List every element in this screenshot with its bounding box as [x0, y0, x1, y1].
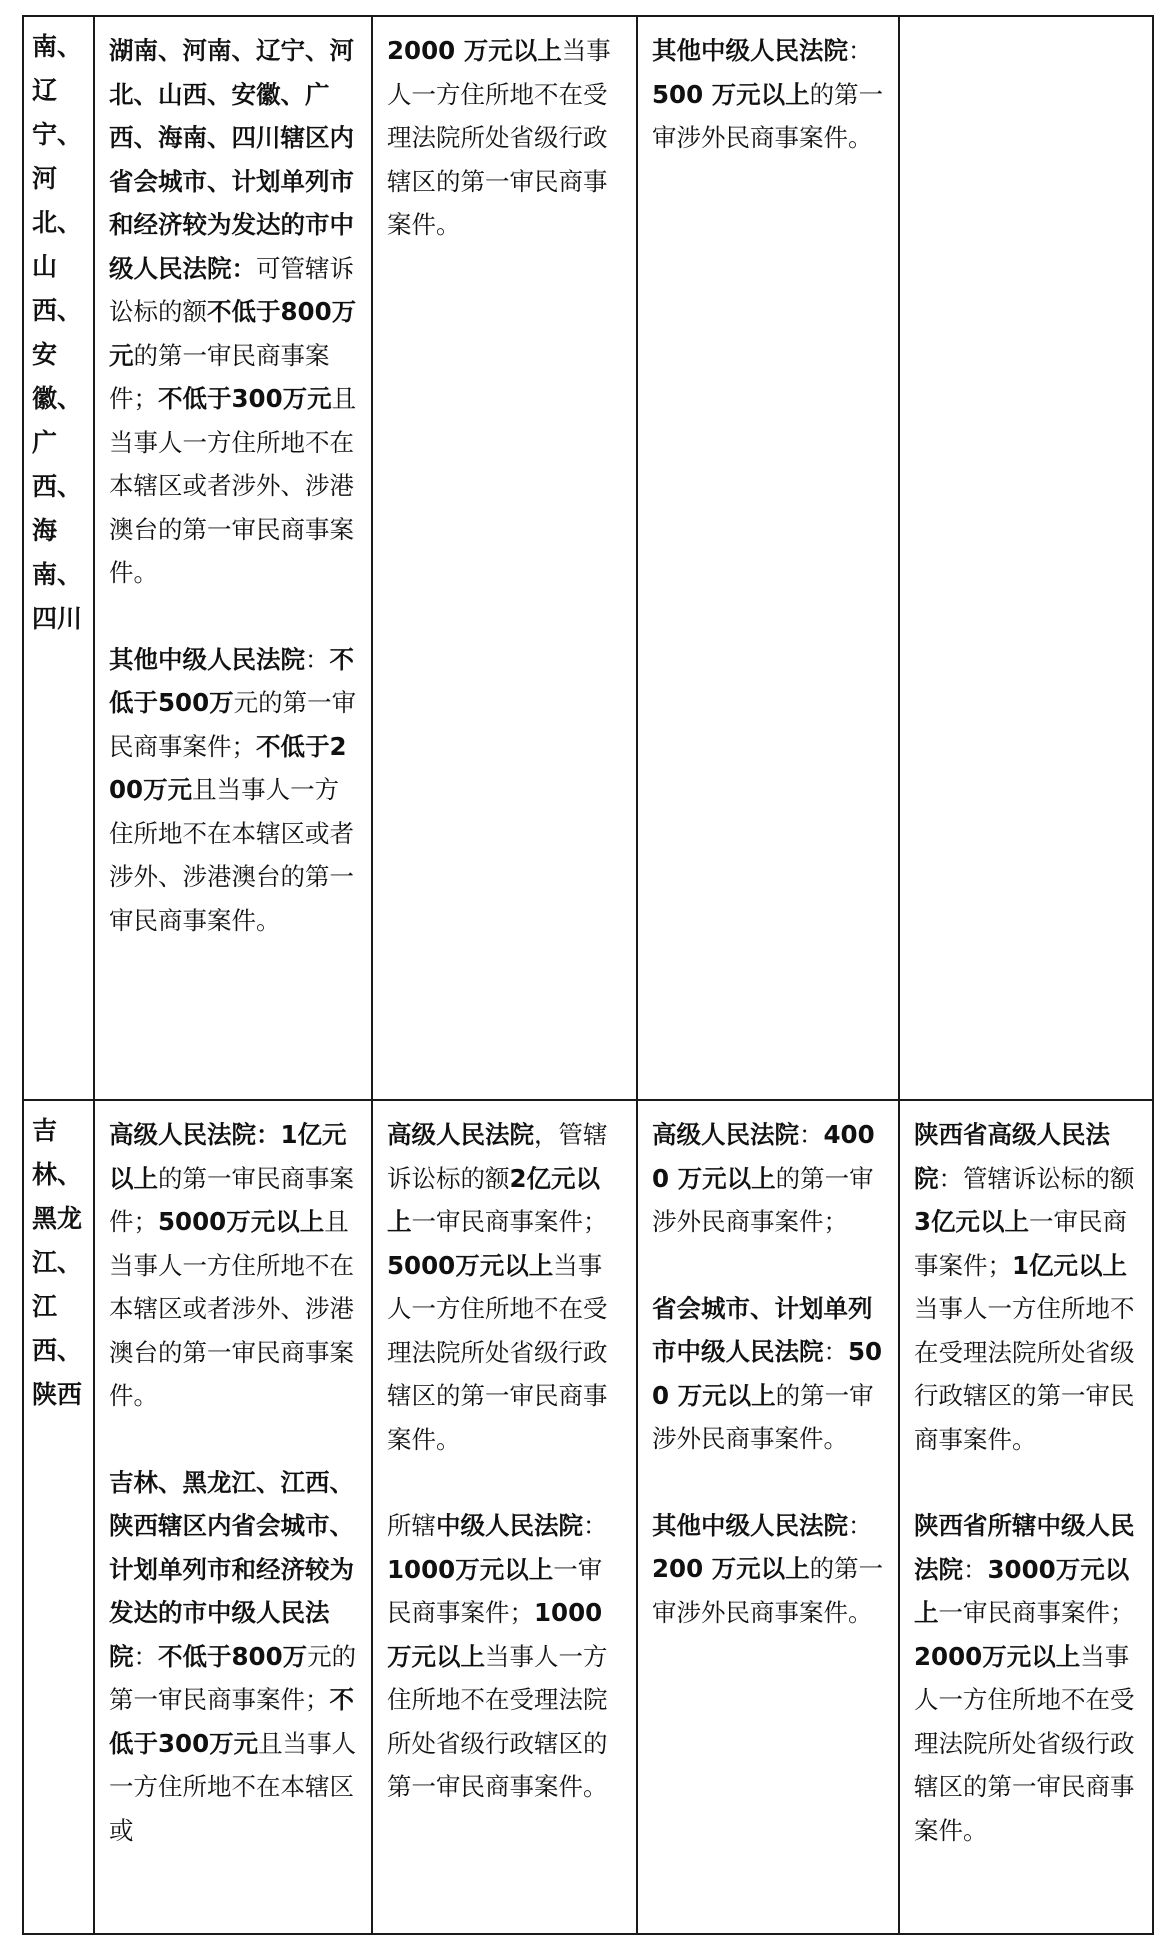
cell-paragraph — [109, 638, 357, 943]
bold-run: 吉林、黑龙江、江西、陕西辖区内省会城市、计划单列市和经济较为发达的市中级人民法院 — [109, 1467, 354, 1671]
cross-province-cell — [372, 1100, 637, 1934]
bold-run: 中级人民法院 — [436, 1511, 583, 1540]
table-row — [23, 16, 1153, 1100]
bold-run: 200 万元以上 — [652, 1554, 810, 1583]
text-run: ： — [848, 36, 873, 65]
bold-run: 1亿元以上 — [109, 1120, 347, 1193]
bold-run: 3亿元以上 — [914, 1207, 1030, 1236]
bold-run: 不低于200万元 — [109, 731, 347, 804]
text-run: 一审民商事案件； — [387, 1554, 603, 1627]
text-run: ： — [133, 1641, 158, 1671]
region-cell: 南、辽宁、河北、山西、安徽、广西、海南、四川 — [23, 16, 94, 1100]
text-run: 一审民商事案件； — [914, 1207, 1128, 1280]
bold-run: 湖南、河南、辽宁、河北、山西、安徽、广西、海南、四川辖区内省会城市、计划单列市和经济较为发达的市中级人民法院： — [109, 36, 354, 283]
table-row — [23, 1100, 1153, 1934]
bold-run: 高级人民法院 — [652, 1120, 799, 1149]
intermediate-court-cell — [94, 1100, 372, 1934]
foreign-case-cell — [637, 16, 899, 1100]
cell-paragraph — [914, 1504, 1138, 1852]
text-run: 管辖诉讼标的额 — [963, 1163, 1135, 1193]
bold-run: 不低于300万元 — [109, 1685, 354, 1758]
bold-run: 1000万元以上 — [387, 1554, 554, 1584]
bold-run: 其他中级人民法院 — [109, 644, 305, 674]
jurisdiction-table — [22, 15, 1154, 1935]
text-run: 当事人一方住所地不在受理法院所处省级行政辖区的第一审民商事案件。 — [387, 1250, 608, 1454]
text-run: 可管辖诉讼标的额 — [109, 253, 354, 326]
text-run: 所辖 — [387, 1511, 436, 1540]
cell-paragraph — [652, 1504, 884, 1635]
bold-run: 陕西省高级人民法院 — [914, 1120, 1110, 1193]
bold-run: 500 万元以上 — [652, 1337, 883, 1410]
text-run: 且当事人一方住所地不在本辖区或者涉外、涉港澳台的第一审民商事案件。 — [109, 384, 357, 587]
text-run: ： — [848, 1510, 873, 1540]
text-run: 的第一审涉外民商事案件； — [652, 1163, 874, 1236]
text-run: 当事人一方住所地不在受理法院所处省级行政辖区的第一审民商事案件。 — [387, 1641, 608, 1801]
intermediate-court-cell — [94, 16, 372, 1100]
text-run: 且当事人一方住所地不在本辖区或者涉外、涉港澳台的第一审民商事案件。 — [109, 1207, 354, 1410]
cell-paragraph — [109, 29, 357, 595]
text-run: 的第一审涉外民商事案件。 — [652, 1554, 884, 1627]
bold-run: 省会城市、计划单列市中级人民法院 — [652, 1293, 873, 1366]
notes-cell — [899, 16, 1153, 1100]
text-run: ： — [583, 1511, 608, 1540]
text-run: 当事人一方住所地不在受理法院所处省级行政辖区的第一审民商事案件。 — [914, 1294, 1135, 1454]
text-run: 的第一审民商事案件； — [109, 340, 330, 413]
text-run: 一审民商事案件； — [411, 1207, 608, 1236]
text-run: ： — [305, 644, 330, 674]
bold-run: 2亿元以上 — [387, 1163, 601, 1236]
cell-paragraph — [109, 1113, 357, 1418]
bold-run: 1亿元以上 — [1012, 1250, 1128, 1280]
text-run: 当事人一方住所地不在受理法院所处省级行政辖区的第一审民商事案件。 — [914, 1641, 1135, 1845]
text-run: 且当事人一方住所地不在本辖区或者涉外、涉港澳台的第一审民商事案件。 — [109, 775, 354, 935]
text-run: ： — [823, 1337, 848, 1366]
bold-run: 不低于300万元 — [158, 384, 332, 413]
cell-paragraph — [652, 1287, 884, 1461]
cell-paragraph — [387, 29, 622, 247]
text-run: 一审民商事案件； — [938, 1598, 1135, 1627]
bold-run: 不低于500万 — [109, 644, 354, 717]
cell-paragraph — [652, 29, 884, 160]
cell-paragraph — [652, 1113, 884, 1244]
bold-run: 高级人民法院 — [387, 1120, 534, 1149]
cell-paragraph — [387, 1113, 622, 1461]
cross-province-cell — [372, 16, 637, 1100]
bold-run: 其他中级人民法院 — [652, 1510, 848, 1540]
cell-paragraph — [109, 1461, 357, 1853]
bold-run: 1000 万元以上 — [387, 1598, 603, 1671]
bold-run: 不低于800万元 — [109, 297, 357, 370]
text-run: ： — [799, 1120, 824, 1149]
bold-run: 不低于800万 — [158, 1641, 308, 1671]
bold-run: 2000万元以上 — [914, 1641, 1081, 1671]
text-run: 元的第一审民商事案件； — [109, 1641, 357, 1714]
bold-run: 5000万元以上 — [387, 1250, 554, 1280]
foreign-case-cell — [637, 1100, 899, 1934]
cell-paragraph — [387, 1504, 622, 1809]
region-cell: 吉林、黑龙江、江西、陕西 — [23, 1100, 94, 1934]
cell-paragraph — [914, 1113, 1138, 1461]
bold-run: 4000 万元以上 — [652, 1120, 875, 1193]
bold-run: 5000万元以上 — [158, 1207, 325, 1236]
text-run: 元的第一审民商事案件； — [109, 688, 357, 761]
bold-run: 其他中级人民法院 — [652, 36, 848, 65]
text-run: ，管辖诉讼标的额 — [387, 1120, 608, 1193]
text-run: 的第一审涉外民商事案件。 — [652, 1380, 874, 1453]
text-run: 当事人一方住所地不在受理法院所处省级行政辖区的第一审民商事案件。 — [387, 36, 611, 239]
text-run: ： — [938, 1163, 963, 1193]
bold-run: 陕西省所辖中级人民法院 — [914, 1511, 1135, 1584]
provincial-court-cell — [899, 1100, 1153, 1934]
text-run: 的第一审民商事案件； — [109, 1163, 354, 1236]
text-run: ： — [963, 1554, 988, 1584]
bold-run: 2000 万元以上 — [387, 36, 562, 65]
bold-run: 3000万元以上 — [914, 1554, 1130, 1627]
text-run: 的第一审涉外民商事案件。 — [652, 79, 884, 152]
text-run: 且当事人一方住所地不在本辖区或 — [109, 1728, 357, 1845]
bold-run: 高级人民法院： — [109, 1120, 281, 1149]
bold-run: 500 万元以上 — [652, 79, 810, 109]
